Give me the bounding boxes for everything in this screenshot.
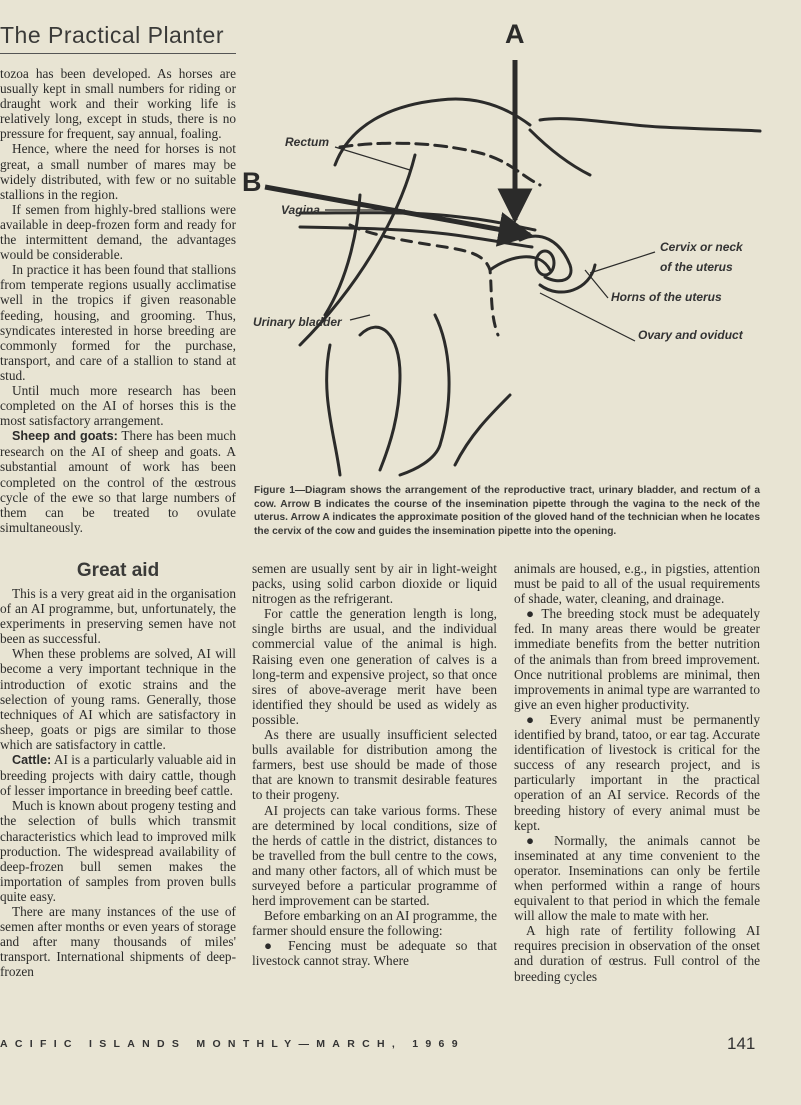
leg-line	[327, 345, 340, 475]
section-headline: Great aid	[76, 560, 160, 581]
paragraph-text: tozoa has been developed. As horses are usually kept in small numbers for riding or draught work and their working life is relatively long, except in studs, there is no pressure for frequent, say annual, foaling.	[0, 66, 236, 142]
paragraph	[514, 712, 760, 833]
bullet-icon: ●	[526, 711, 541, 727]
label-rectum: Rectum	[285, 135, 330, 149]
paragraph-text: The breeding stock must be adequately fed. In many areas there would be greater immediate benefits from the better nutrition of the animals than from breed improvement. Once nutritional problems are minimal, then improvements in animal type are warranted to give an even higher productivity.	[514, 606, 760, 712]
paragraph	[0, 752, 236, 798]
paragraph	[514, 606, 760, 712]
label-cervix-line2: of the uterus	[660, 260, 733, 274]
paragraph	[252, 803, 497, 909]
leader-rectum	[335, 147, 410, 170]
paragraph-text: Fencing must be adequate so that livestock cannot stray. Where	[252, 938, 497, 969]
paragraph-text: There has been much research on the AI of sheep and goats. A substantial amount of work has been completed on the control of the œstrous cycle of the ewe so that large numbers of them can be treated to ovulate simultaneously.	[0, 428, 236, 535]
paragraph-text: semen are usually sent by air in light-weight packs, using solid carbon dioxide or liquid nitrogen as the refrigerant.	[252, 561, 497, 607]
bullet-icon: ●	[526, 606, 537, 622]
paragraph	[0, 586, 236, 646]
paragraph-text: animals are housed, e.g., in pigsties, attention must be paid to all of the usual requirements of shade, water, cleaning, and drainage.	[514, 561, 760, 607]
paragraph	[0, 428, 236, 535]
paragraph	[0, 202, 236, 262]
arrow-b-label: B	[242, 167, 262, 197]
leader-bladder	[350, 315, 370, 320]
paragraph	[0, 66, 236, 141]
paragraph	[252, 606, 497, 727]
label-urinary-bladder: Urinary bladder	[253, 315, 342, 329]
page-footer	[0, 1034, 801, 1054]
bullet-icon: ●	[264, 938, 279, 954]
paragraph-text: In practice it has been found that stallions from temperate regions usually acclimatise well in the tropics if given reasonable feeding, housing, and grooming. Thus, syndicates interested in horse breeding are commonly formed for the purchase, transport, and care of a stallion to stand at stud.	[0, 262, 236, 383]
paragraph-text: For cattle the generation length is long, single births are usual, and the individual commercial value of the animal is high. Raising even one generation of calves is a long-term and expensive project, so that once sires of above-average merit have been identified they should be used as widely as possible.	[252, 606, 497, 727]
rectum-dashed	[340, 143, 540, 185]
paragraph	[0, 904, 236, 979]
column-3	[514, 561, 760, 984]
header-rule	[0, 53, 236, 54]
page-header-title: The Practical Planter	[0, 22, 224, 48]
bladder-dashed	[350, 225, 498, 335]
paragraph	[0, 141, 236, 201]
column-1	[0, 66, 236, 535]
paragraph-text: A high rate of fertility following AI requires precision in observation of the onset and duration of œstrus. Full control of the breeding cycles	[514, 923, 760, 984]
paragraph	[514, 833, 760, 924]
leader-cervix	[590, 252, 655, 273]
paragraph-text: Much is known about progeny testing and the selection of bulls which transmit characteristics which lead to improved milk production. The widespread availability of deep-frozen bull semen makes the importation of samples from proven bulls quite easy.	[0, 798, 236, 904]
arrow-a-label: A	[505, 19, 525, 49]
hind-leg-front	[360, 327, 400, 470]
figure-caption: Figure 1—Diagram shows the arrangement of the reproductive tract, urinary bladder, and rectum of a cow. Arrow B indicates the course of the insemination pipette through the vagina to the neck of the uterus. Arrow A indicates the approximate position of the gloved hand of the technician when he locates the cervix of the cow and guides the insemination pipette into the opening.	[254, 485, 760, 537]
bladder-curve	[490, 257, 550, 270]
back-line	[540, 119, 760, 131]
paragraph	[0, 798, 236, 904]
run-in-heading: Cattle:	[12, 753, 52, 768]
paragraph	[252, 727, 497, 802]
paragraph-text: This is a very great aid in the organisation of an AI programme, but, unfortunately, the experiments in preserving semen have not been as successful.	[0, 586, 236, 647]
paragraph	[252, 938, 497, 968]
paragraph-text: There are many instances of the use of semen after months or even years of storage and after many thousands of miles' transport. International shipments of deep-frozen	[0, 903, 236, 980]
paragraph-text: AI is a particularly valuable aid in breeding projects with dairy cattle, though of lesser importance in breeding beef cattle.	[0, 752, 236, 799]
paragraph-text: Until much more research has been completed on the AI of horses this is the most satisfactory arrangement.	[0, 382, 236, 429]
paragraph-text: As there are usually insufficient selected bulls available for distribution among the farmers, best use should be made of those that are known to transmit desirable features to their progeny.	[252, 727, 497, 803]
column-1-continued	[0, 586, 236, 979]
paragraph	[0, 262, 236, 383]
hind-leg-back	[400, 315, 449, 475]
paragraph-text: Before embarking on an AI programme, the farmer should ensure the following:	[252, 908, 497, 939]
label-vagina: Vagina	[281, 203, 320, 217]
paragraph	[252, 561, 497, 606]
paragraph-text: AI projects can take various forms. These are determined by local conditions, size of the herds of cattle in the district, distances to be travelled from the bull centre to the cows, and many other factors, all of which must be surveyed before a particular programme of herd improvement can be started.	[252, 802, 497, 909]
page-number: 141	[727, 1034, 756, 1053]
paragraph	[252, 908, 497, 938]
column-2	[252, 561, 497, 969]
rump-line	[530, 130, 590, 175]
label-horns: Horns of the uterus	[611, 290, 722, 304]
paragraph-text: Every animal must be permanently identified by brand, tatoo, or ear tag. Accurate identification of livestock is critical for the success of any research project, and is particularly important in the practical operation of an AI service. Records of the breeding history of every animal must be kept.	[514, 711, 760, 833]
bullet-icon: ●	[526, 832, 543, 848]
label-ovary: Ovary and oviduct	[638, 328, 743, 342]
footer-publication: ACIFIC ISLANDS MONTHLY—MARCH, 1969	[0, 1038, 465, 1050]
spine-outline	[335, 99, 530, 165]
paragraph	[0, 383, 236, 428]
paragraph	[514, 561, 760, 606]
paragraph-text: When these problems are solved, AI will become a very important technique in the introduction of exotic strains and the selection of young rams. Generally, those techniques of AI which are satisfactory in sheep, goats or pigs are similar to those which are satisfactory in cattle.	[0, 646, 236, 752]
run-in-heading: Sheep and goats:	[12, 429, 118, 444]
paragraph	[514, 923, 760, 983]
leader-horns	[585, 270, 608, 298]
paragraph-text: If semen from highly-bred stallions were available in deep-frozen form and ready for the intermittent demand, the advantages would be considerable.	[0, 201, 236, 263]
figure-diagram	[240, 15, 770, 477]
paragraph	[0, 646, 236, 752]
paragraph-text: Normally, the animals cannot be inseminated at any time convenient to the operator. Inseminations can only be fertile when performed within a range of hours equivalent to that period in which the female will allow the male to mate with her.	[514, 832, 760, 924]
paragraph-text: Hence, where the need for horses is not great, a small number of mares may be widely distributed, with few or no suitable stallions in the region.	[0, 141, 236, 202]
udder-line	[455, 395, 510, 465]
label-cervix-line1: Cervix or neck	[660, 240, 743, 254]
